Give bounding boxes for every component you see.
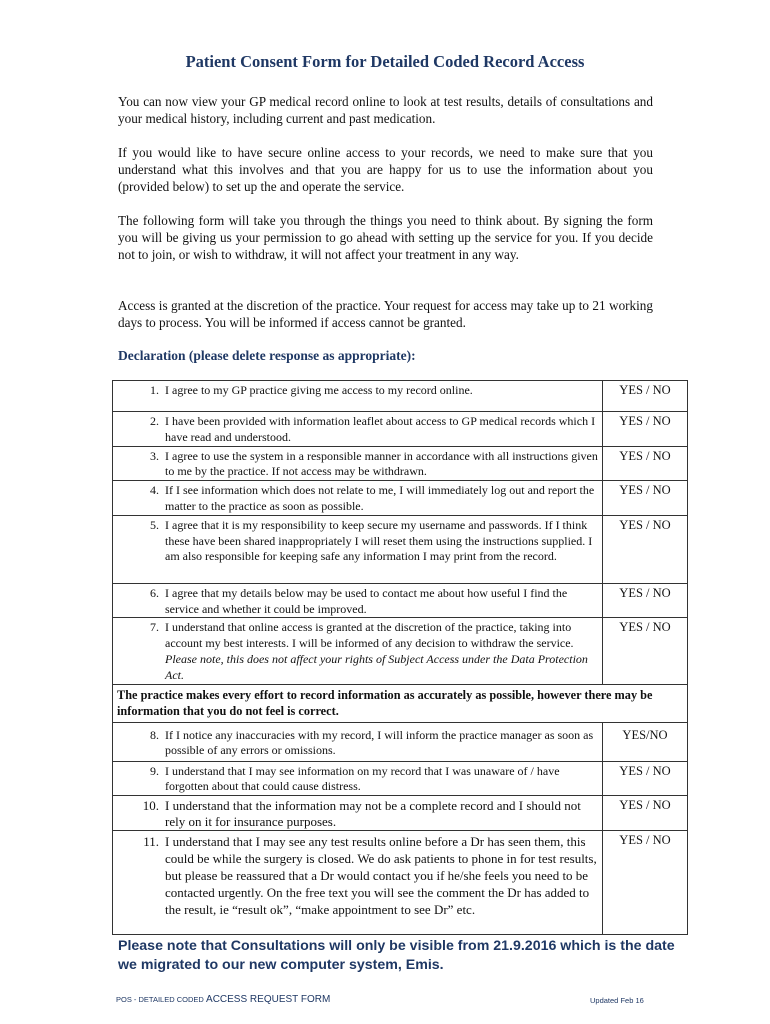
yes-no-response[interactable]: YES / NO — [603, 761, 688, 796]
discretion-paragraph: Access is granted at the discretion of the practice. Your request for access may take up to 21 working days to process. You will be informed if access cannot be granted. — [118, 298, 653, 330]
footer-form-title: ACCESS REQUEST FORM — [203, 994, 331, 1005]
yes-no-response[interactable]: YES / NO — [603, 446, 688, 481]
yes-no-response[interactable]: YES / NO — [603, 481, 688, 516]
yes-no-response[interactable]: YES / NO — [603, 583, 688, 618]
yes-no-response[interactable]: YES / NO — [603, 830, 688, 934]
item-text: I agree that it is my responsibility to keep secure my username and passwords. If I think these have been shared inappropriately I will reset them using the instructions supplied. I am also responsible for keeping safe any information I may print from the record. — [165, 517, 593, 564]
declaration-table — [112, 380, 688, 935]
table-row — [113, 446, 688, 481]
yes-no-response[interactable]: YES / NO — [603, 412, 688, 447]
table-row — [113, 722, 688, 761]
table-row — [113, 481, 688, 516]
table-row — [113, 830, 688, 934]
item-number: 9. — [150, 763, 159, 778]
yes-no-response[interactable]: YES / NO — [603, 618, 688, 684]
declaration-heading: Declaration (please delete response as appropriate): — [118, 348, 416, 363]
footer-updated: Updated Feb 16 — [590, 996, 644, 1005]
item-text: If I notice any inaccuracies with my record, I will inform the practice manager as soon as possible of any errors or omissions. — [165, 727, 594, 758]
item-text: I agree that my details below may be used to contact me about how useful I find the service and whether it could be improved. — [165, 585, 568, 616]
table-row — [113, 515, 688, 583]
item-text: I agree to use the system in a responsible manner in accordance with all instructions given to me by the practice. If not access may be withdrawn. — [165, 448, 598, 479]
item-number: 7. — [150, 620, 159, 635]
footer-form-name — [116, 994, 330, 1005]
yes-no-response[interactable]: YES/NO — [603, 722, 688, 761]
yes-no-response[interactable]: YES / NO — [603, 381, 688, 412]
table-row — [113, 583, 688, 618]
table-row — [113, 412, 688, 447]
footer-code: POS - DETAILED CODED — [116, 995, 204, 1004]
item-number: 8. — [150, 727, 159, 742]
item-text: If I see information which does not relate to me, I will immediately log out and report the matter to the practice as soon as possible. — [165, 483, 595, 513]
form-purpose-paragraph: The following form will take you through the things you need to think about. By signing the form you will be giving us your permission to go ahead with setting up the service for you. If you decide not to join, or wish to withdraw, it will not affect your treatment in any way. — [118, 213, 653, 262]
item-text: I understand that I may see information on my record that I was unaware of / have forgotten about that could cause distress. — [165, 763, 560, 794]
item-text: I agree to my GP practice giving me access to my record online. — [165, 383, 473, 397]
item-number: 1. — [150, 383, 159, 397]
item-text: I understand that I may see any test results online before a Dr has seen them, this could be while the surgery is closed. We do ask patients to phone in for test results, but please be reassured that a Dr would contact you if he/she feels you need to be contacted urgently. On the free text you will see the comment the Dr has added to the result, ie “result ok”, “make appointment to see Dr” etc. — [165, 833, 597, 917]
secure-access-paragraph: If you would like to have secure online access to your records, we need to make sure that you understand what this involves and that you are happy for us to use the information about you (provided below) to set up the and operate the service. — [118, 145, 653, 194]
page-title: Patient Consent Form for Detailed Coded Record Access — [185, 52, 585, 71]
item-italic-note: Please note, this does not affect your rights of Subject Access under the Data Protection Act. — [165, 651, 588, 682]
item-text: I have been provided with information leaflet about access to GP medical records which I have read and understood. — [165, 414, 596, 444]
item-number: 5. — [150, 517, 159, 532]
practice-note: The practice makes every effort to record information as accurately as possible, however there may be information that you do not feel is correct. — [113, 684, 688, 722]
table-row — [113, 761, 688, 796]
item-number: 2. — [150, 414, 159, 428]
table-row — [113, 381, 688, 412]
item-text: I understand that online access is granted at the discretion of the practice, taking into account my best interests. I will be informed of any decision to withdraw the service. — [165, 620, 574, 651]
consultations-note: Please note that Consultations will only be visible from 21.9.2016 which is the date we migrated to our new computer system, Emis. — [118, 938, 675, 973]
intro-paragraph: You can now view your GP medical record online to look at test results, details of consultations and your medical history, including current and past medication. — [118, 94, 653, 126]
item-text: I understand that the information may not be a complete record and I should not rely on it for insurance purposes. — [165, 798, 581, 829]
item-number: 3. — [150, 448, 159, 463]
item-number: 4. — [150, 483, 159, 498]
item-number: 10. — [142, 798, 159, 814]
yes-no-response[interactable]: YES / NO — [603, 515, 688, 583]
table-row — [113, 684, 688, 722]
table-row — [113, 618, 688, 684]
table-row — [113, 796, 688, 831]
item-number: 11. — [143, 833, 159, 849]
item-number: 6. — [150, 585, 159, 600]
yes-no-response[interactable]: YES / NO — [603, 796, 688, 831]
